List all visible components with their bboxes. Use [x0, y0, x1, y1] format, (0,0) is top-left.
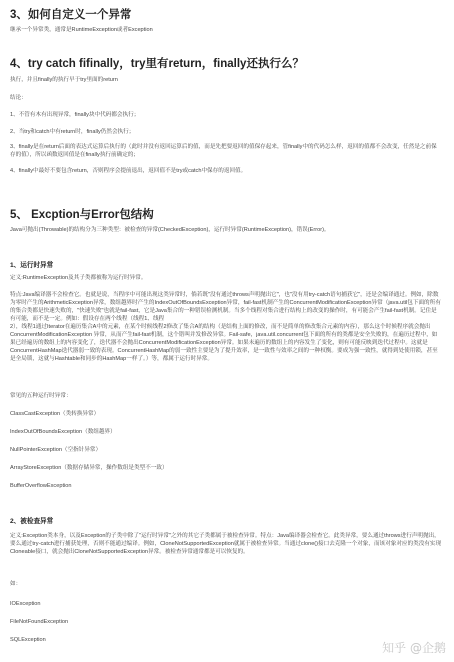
checked-title: 2、被检查异常: [10, 518, 54, 525]
section-5-title: 5、 Excption与Error包结构: [10, 209, 154, 221]
runtime-feature-continued: 2），线程1通过Iterator在遍历集合A中的元素，在某个时候线程2修改了集合A的结构（是结构上面的修改，而不是简单的修改集合元素的内容），那么这个时候程序就会抛出ConcurrentModificationException 异常，从而产生fail-fast机制，这个错叫并发修改异常。Fail-safe，java.util.concurrent包下面的所有的类都是安全失败的，在遍历过程中，如果已经遍历的数组上的内容变化了，迭代器不会抛出ConcurrentModificationException异常。如果未遍历的数组上的内容发生了变化，则有可能反映到迭代过程中。这就是ConcurrentHashMap迭代器弱一致的表现。ConcurrentHashMap的弱一致性主要是为了提升效率，是一致性与效率之间的一种权衡。要成为强一致性，就得到处使用锁，甚至是全局锁，这就与Hashtable和同步的HashMap一样了。）等，都属于运行时异常。: [10, 324, 438, 362]
checked-example-1: IOException: [10, 601, 41, 607]
section-4-item-1: 1、不管有木有出现异常，finally块中代码都会执行；: [10, 112, 140, 118]
runtime-definition: 定义:RuntimeException及其子类都被称为运行时异常。: [10, 275, 147, 281]
common-runtime-2: IndexOutOfBoundsException（数组越界）: [10, 429, 116, 435]
runtime-feature: 特点:Java编译器不会检查它。也就是说，当程序中可能出现这类异常时，倘若既"没有通过throws声明抛出它"，也"没有用try-catch语句捕获它"，还是会编译通过。例如，除数为零时产生的ArithmeticException异常，数组越界时产生的IndexOutOfBoundsException异常，fail-fast机制产生的ConcurrentModificationException异常（java.util包下面的所有的集合类都是快速失败的，"快速失败"也就是fail-fast，它是Java集合的一种错误检测机制。当多个线程对集合进行结构上的改变的操作时，有可能会产生fail-fast机制。记住是有可能，而不是一定。例如：假设存在两个线程（线程1、线程: [10, 292, 441, 322]
checked-examples-label: 如：: [10, 581, 22, 587]
common-runtime-5: BufferOverflowException: [10, 483, 72, 489]
section-4-item-3: 3、finally是在return后面的表达式运算后执行的（此时并没有返回运算后的值，而是先把要返回的值保存起来，管finally中的代码怎么样，返回的值都不会改变，任然是之前保存的值），所以函数返回值是在finally执行前确定的；: [10, 144, 437, 158]
common-runtime-label: 常见的五种运行时异常：: [10, 393, 72, 399]
runtime-title: 1、运行时异常: [10, 262, 54, 269]
common-runtime-4: ArrayStoreException（数据存储异常，操作数组是类型不一致）: [10, 465, 168, 471]
checked-example-2: FileNotFoundException: [10, 619, 69, 625]
section-5-intro: Java可抛出(Throwable)的结构分为三种类型：被检查的异常(CheckedException)，运行时异常(RuntimeException)，错误(Error)。: [10, 227, 330, 233]
section-3-body: 继承一个异常类，通常是RuntimeException或者Exception: [10, 27, 153, 33]
watermark: 知乎 @企鹅: [382, 641, 446, 655]
section-4-title: 4、try catch fifinally，try里有return，finally还执行么？: [10, 58, 304, 70]
common-runtime-3: NullPointerException（空指针异常）: [10, 447, 102, 453]
section-3-title: 3、如何自定义一个异常: [10, 9, 132, 21]
section-4-conclusion-label: 结论：: [10, 95, 27, 101]
checked-example-3: SQLException: [10, 637, 46, 643]
common-runtime-1: ClassCastException（类转换异常）: [10, 411, 100, 417]
checked-definition: 定义:Exception类本身，以及Exception的子类中除了"运行时异常"之外的其它子类都属于被检查异常。特点：Java编译器会检查它。此类异常，要么通过throws进行声明抛出，要么通过try-catch进行捕获处理，否则不能通过编译。例如，CloneNotSupportedException就属于被检查异常。当通过clone()接口去克隆一个对象，而该对象对应的类没有实现Cloneable接口，就会抛出CloneNotSupportedException异常。被检查异常通常都是可以恢复的。: [10, 533, 442, 555]
section-4-intro: 执行，并且finally的执行早于try里面的return: [10, 77, 118, 83]
section-4-item-4: 4、finally中最好不要包含return，否则程序会提前退出，返回值不是try或catch中保存的返回值。: [10, 168, 247, 174]
section-4-item-2: 2、当try和catch中有return时，finally仍然会执行；: [10, 129, 135, 135]
